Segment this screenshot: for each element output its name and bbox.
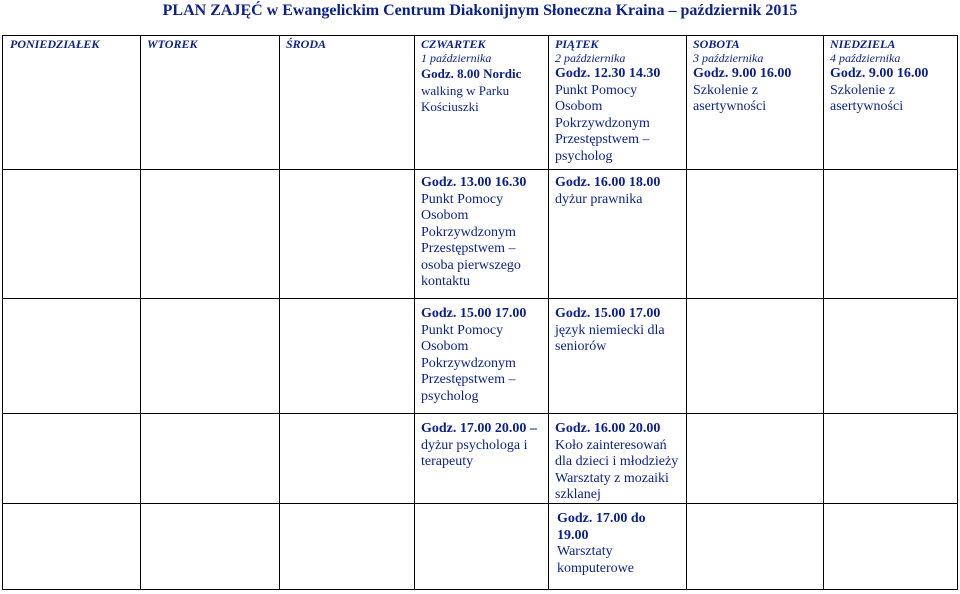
event-time: Godz. 9.00 16.00 [693,66,792,81]
header-tuesday: WTOREK [147,37,198,51]
event-fri-3 [555,306,665,356]
col-divider-4 [548,35,549,590]
col-divider-6 [823,35,824,590]
event-time: Godz. 13.00 16.30 [421,175,527,190]
header-friday-date: 2 października [555,51,626,65]
header-saturday: SOBOTA 3 października [693,37,764,65]
event-thu-4 [421,421,537,471]
header-friday: PIĄTEK 2 października [555,37,626,65]
event-description: Punkt Pomocy Osobom Pokrzywdzonym Przestępstwem – psycholog [555,82,650,164]
event-fri-2 [555,175,660,208]
event-description: Koło zainteresowań dla dzieci i młodzieży Warsztaty z mozaiki szklanej [555,437,679,502]
event-time: Godz. 15.00 17.00 [555,306,661,321]
event-description: Warsztaty komputerowe [557,544,634,576]
row-divider-4 [2,503,958,504]
event-time: Godz. 9.00 16.00 [830,66,929,81]
event-time: Godz. 8.00 Nordic [421,66,522,81]
event-description: Szkolenie z asertywności [693,82,767,114]
event-time: Godz. 16.00 20.00 [555,421,661,436]
col-divider-5 [686,35,687,590]
event-description: Punkt Pomocy Osobom Pokrzywdzonym Przestępstwem – osoba pierwszego kontaktu [421,191,521,289]
header-sunday-date: 4 października [830,51,901,65]
event-description: Punkt Pomocy Osobom Pokrzywdzonym Przestępstwem – psycholog [421,322,516,404]
event-description: język niemiecki dla seniorów [555,322,665,354]
event-thu-1 [421,66,521,116]
page-title: PLAN ZAJĘĆ w Ewangelickim Centrum Diakonijnym Słoneczna Kraina – październik 2015 [162,2,798,19]
event-thu-2 [421,175,526,291]
row-divider-1 [2,169,958,170]
table-left-border [2,35,3,590]
event-description: Szkolenie z asertywności [830,82,904,114]
table-bottom-border [2,589,958,590]
event-description: dyżur prawnika [555,191,643,207]
header-thursday-date: 1 października [421,51,492,65]
event-time: Godz. 17.00 do 19.00 [557,511,646,543]
col-divider-3 [414,35,415,590]
event-time: Godz. 15.00 17.00 [421,306,527,321]
event-description: dyżur psychologa i terapeuty [421,437,528,469]
event-sun-1 [830,66,928,116]
event-sat-1 [693,66,791,116]
event-description: walking w Parku Kościuszki [421,82,510,114]
event-fri-1 [555,66,660,165]
table-right-border [957,35,958,590]
event-thu-3 [421,306,526,405]
header-thursday: CZWARTEK 1 października [421,37,492,65]
header-wednesday: ŚRODA [286,37,327,51]
event-fri-5 [557,511,646,577]
event-time: Godz. 16.00 18.00 [555,175,661,190]
row-divider-2 [2,298,958,299]
header-saturday-date: 3 października [693,51,764,65]
row-divider-3 [2,413,958,414]
table-top-border [2,35,958,36]
event-time: Godz. 12.30 14.30 [555,66,661,81]
col-divider-1 [140,35,141,590]
event-time: Godz. 17.00 20.00 – [421,421,537,436]
event-fri-4 [555,421,678,504]
header-monday: PONIEDZIAŁEK [10,37,100,51]
header-sunday: NIEDZIELA 4 października [830,37,901,65]
col-divider-2 [279,35,280,590]
